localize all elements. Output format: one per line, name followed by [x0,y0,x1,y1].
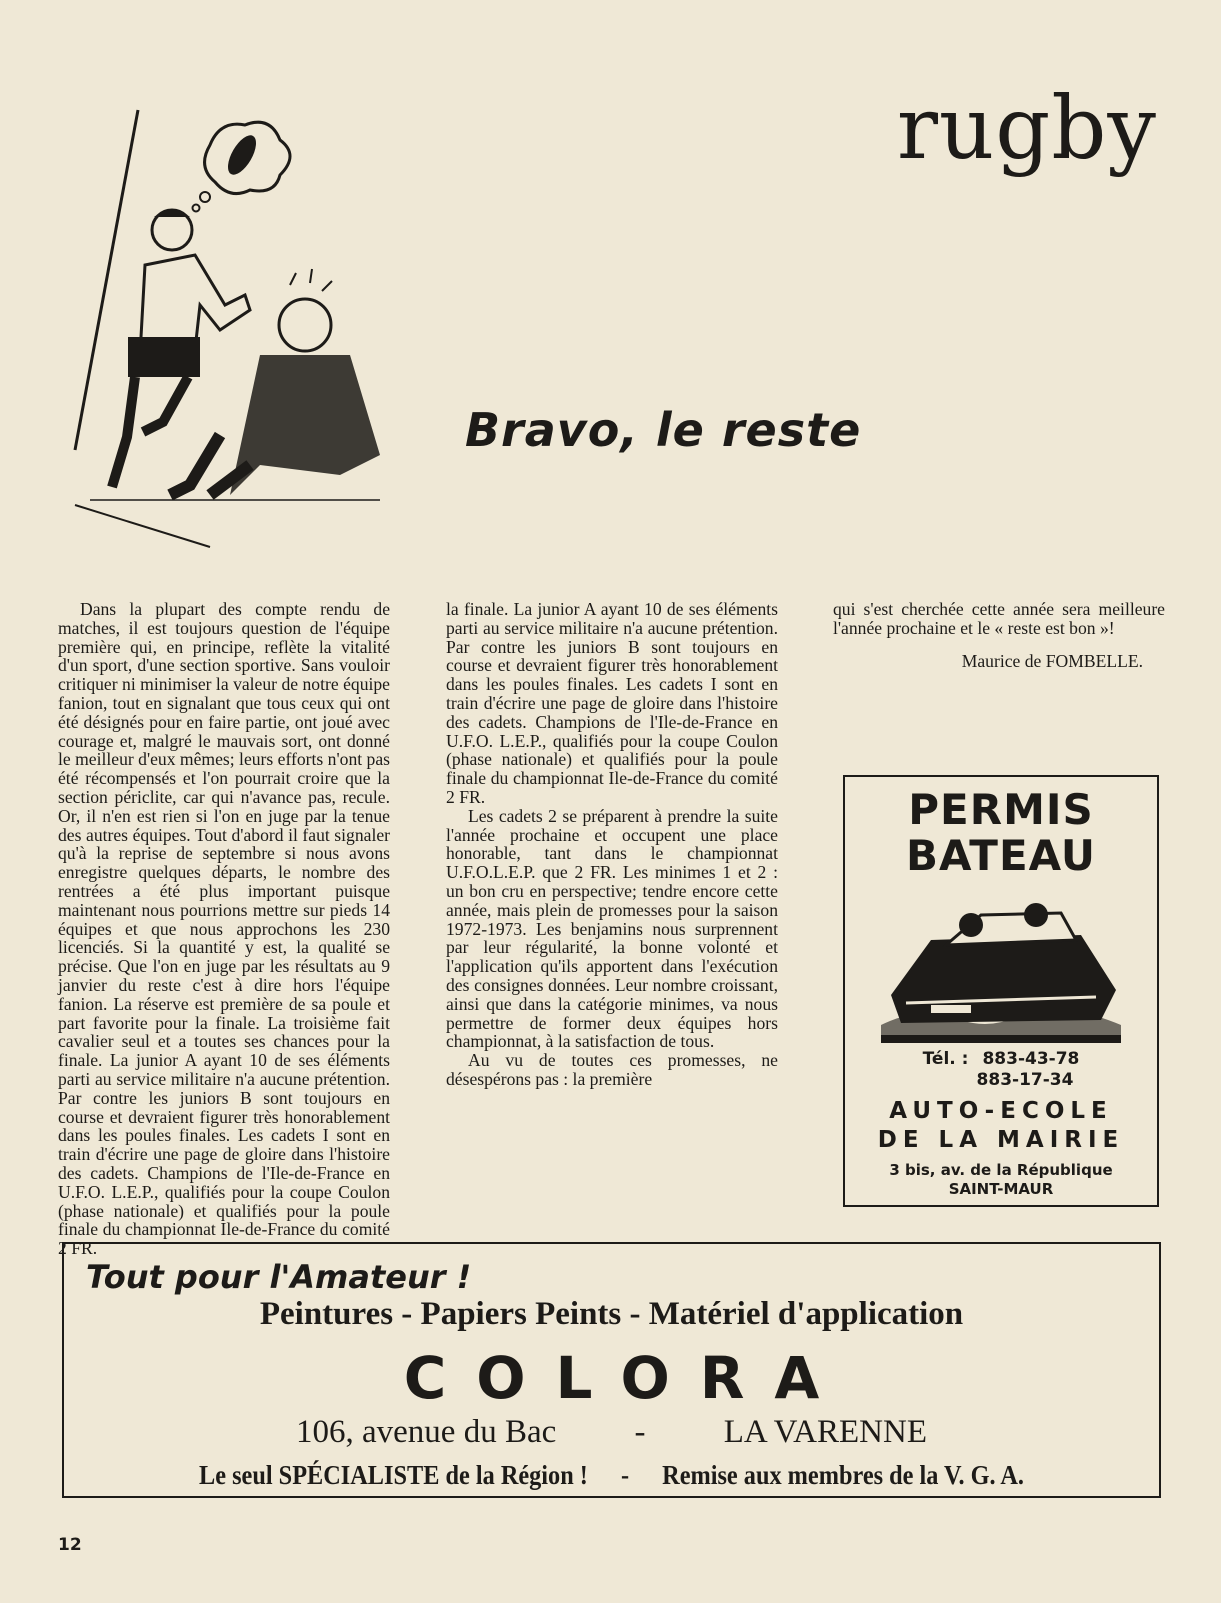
school-city: SAINT-MAUR [948,1180,1054,1198]
ad-colora-separator: - [634,1414,646,1450]
article-column-3 [833,600,1165,670]
article-signature: Maurice de FOMBELLE. [961,650,1143,671]
ad-permis-phones [845,1049,1157,1091]
ad-colora-footer-separator: - [620,1460,630,1490]
school-name-line2: DE LA MAIRIE [877,1127,1125,1153]
ad-colora-products: Peintures - Papiers Peints - Matériel d'application [259,1296,964,1332]
section-title: rugby [896,79,1157,179]
article-column-2 [446,600,778,1200]
article-column-1 [58,599,390,1259]
ad-permis-line1: PERMIS [908,785,1094,834]
school-name-line1: AUTO-ECOLE [889,1098,1113,1124]
ad-colora-address [64,1414,1159,1451]
colora-ad [62,1242,1161,1498]
page-number: 12 [58,1535,82,1555]
ad-colora-footer [119,1460,1105,1491]
article-paragraph-end: qui s'est cherchée cette année sera meilleure l'année prochaine et le « reste est bon »! [833,599,1165,638]
article-paragraph-continued: la finale. La junior A ayant 10 de ses éléments parti au service militaire n'a aucune prétention. Par contre les juniors B sont toujours en course et devraient figurer très honorablement dans les poules finales. Les cadets I sont en train d'écrire une page de gloire dans l'histoire des cadets. Champions de l'Ile-de-France en U.F.O. L.E.P., qualifiés pour la coupe Coulon (phase nationale) et qualifiés pour la poule finale du championnat Ile-de-France du comité 2 FR. [446,599,778,807]
motorboat-illustration [871,885,1131,1045]
article-headline: Bravo, le reste [465,403,862,457]
article-paragraph: Dans la plupart des compte rendu de matches, il est toujours question de l'équipe première qui, en principe, reflète la vitalité d'un sport, d'une section sportive. Sans vouloir critiquer ni minimiser la valeur de notre équipe fanion, tout en signalant que tous ceux qui ont été désignés pour en faire partie, ont joué avec courage et, malgré le mauvais sort, ont donné le meilleur d'eux mêmes; leurs efforts n'ont pas été récompensés et l'on pourrait croire que la section périclite, car qui n'avance pas, recule. Or, il n'en est rien si l'on en juge par la tenue des autres équipes. Tout d'abord il faut signaler qu'à la reprise de septembre si nous avons enregistre quelques départs, le nombre des rentrées a été plus important puisque maintenant nous pourrions mettre sur pieds 14 équipes et que nous approchons les 230 licenciés. Si la quantité y est, la qualité se précise. Que l'on en juge par les résultats au 9 janvier du reste c'est à dire hors l'équipe fanion. La réserve est première de sa poule et part favorite pour la finale. La troisième fait cavalier seul et a toutes ses chances pour la finale. La junior A ayant 10 de ses éléments parti au service militaire n'a aucune prétention. Par contre les juniors B sont toujours en course et devraient figurer très honorablement dans les poules finales. Les cadets I sont en train d'écrire une page de gloire dans l'histoire des cadets. Champions de l'Ile-de-France en U.F.O. L.E.P., qualifiés pour la coupe Coulon (phase nationale) et qualifiés pour la poule finale du championnat Ile-de-France du comité 2 FR. [58,599,390,1259]
ad-colora-street: 106, avenue du Bac [296,1414,557,1450]
phone-label: Tél. : [922,1049,969,1069]
article-paragraph: Au vu de toutes ces promesses, ne désespérons pas : la première [446,1050,778,1089]
rugby-cartoon-illustration [60,105,430,565]
ad-colora-city: LA VARENNE [723,1414,927,1450]
phone-number-2: 883-17-34 [976,1070,1074,1090]
ad-colora-slogan: Tout pour l'Amateur ! [86,1258,472,1296]
article-paragraph: Les cadets 2 se préparent à prendre la suite l'année prochaine et occupent une place honorable, tant dans le championnat U.F.O.L.E.P. que 2 FR. Les minimes 1 et 2 : un bon cru en perspective; tendre encore cette année, mais plein de promesses pour la saison 1972-1973. Les benjamins nous surprennent par leur régularité, la bonne volonté et l'application qu'ils apportent dans l'exécution des consignes données. Leur nombre croissant, ainsi que dans la catégorie minimes, va nous permettre de former deux équipes hors championnat, à la satisfaction de tous. [446,805,778,1052]
permis-bateau-ad [843,775,1159,1207]
ad-colora-brand: COLORA [403,1344,850,1412]
ad-permis-line2: BATEAU [906,831,1096,880]
ad-permis-school [845,1097,1157,1155]
phone-number-1: 883-43-78 [982,1049,1080,1069]
ad-colora-footer-right: Remise aux membres de la V. G. A. [662,1460,1024,1490]
ad-colora-footer-left: Le seul SPÉCIALISTE de la Région ! [199,1460,588,1490]
ad-permis-address [845,1161,1157,1199]
school-street: 3 bis, av. de la République [889,1161,1113,1179]
